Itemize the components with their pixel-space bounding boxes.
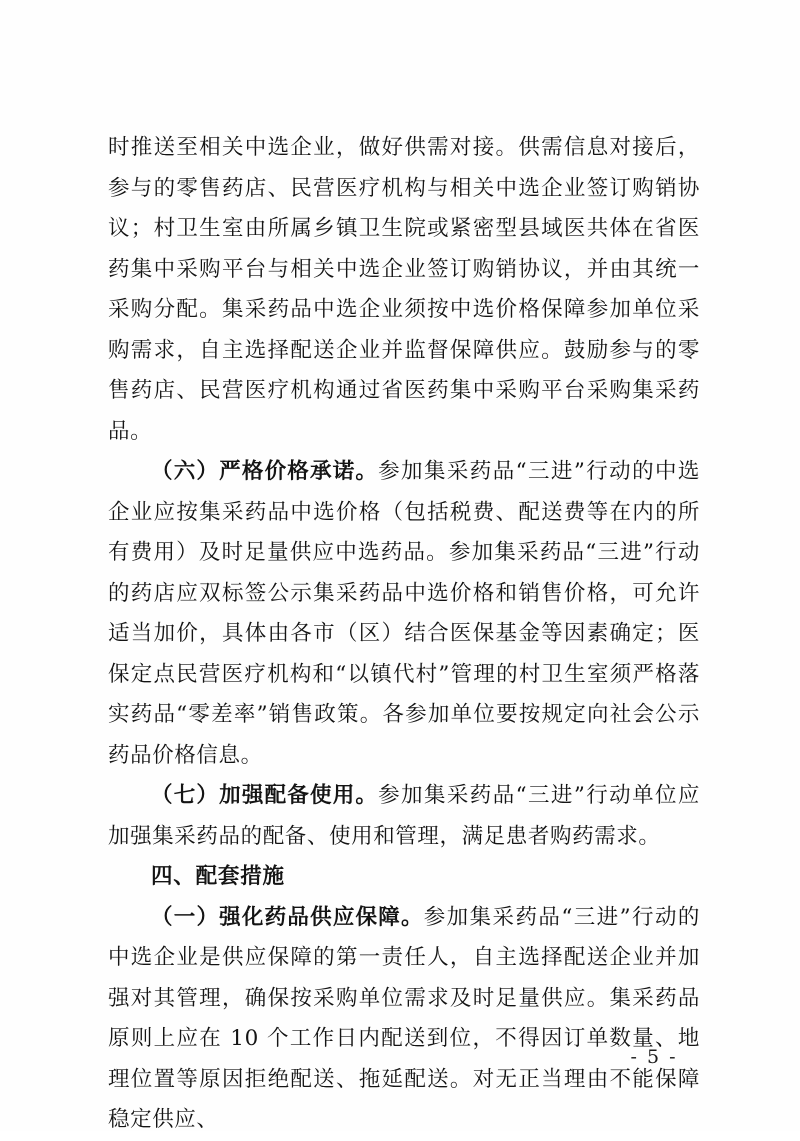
paragraph-text: 参加集采药品“三进”行动单位应加强集采药品的配备、使用和管理，满足患者购药需求。 xyxy=(108,783,700,849)
paragraph-text: 参加集采药品“三进”行动的中选企业应按集采药品中选价格（包括税费、配送费等在内的所有费用）及时足量供应中选药品。参加集采药品“三进”行动的药店应双标签公示集采药品中选价格和销售价格，可允许适当加价，具体由各市（区）结合医保基金等因素确定；医保定点民营医疗机构和“以镇代村”管理的村卫生室须严格落实药品“零差率”销售政策。各参加单位要按规定向社会公示药品价格信息。 xyxy=(108,459,700,768)
paragraph-text: 时推送至相关中选企业，做好供需对接。供需信息对接后，参与的零售药店、民营医疗机构与相关中选企业签订购销协议；村卫生室由所属乡镇卫生院或紧密型县域医共体在省医药集中采购平台与相关中选企业签订购销协议，并由其统一采购分配。集采药品中选企业须按中选价格保障参加单位采购需求，自主选择配送企业并监督保障供应。鼓励参与的零售药店、民营医疗机构通过省医药集中采购平台采购集采药品。 xyxy=(108,135,700,444)
section-heading-four: 四、配套措施 xyxy=(151,864,285,889)
paragraph-text: 参加集采药品“三进”行动的中选企业是供应保障的第一责任人，自主选择配送企业并加强对其管理，确保按采购单位需求及时足量供应。集采药品原则上应在 10 个工作日内配送到位，不得因订单数量、地理位置等原因拒绝配送、拖延配送。对无正当理由不能保障稳定供应、 xyxy=(108,904,700,1132)
page-number xyxy=(0,1046,800,1068)
page-number-text: - 5 - xyxy=(630,1046,678,1068)
paragraph-continuation xyxy=(108,128,700,452)
paragraph-lead-heading: （七）加强配备使用。 xyxy=(151,783,379,808)
paragraph-one-supply-guarantee xyxy=(108,898,700,1141)
document-body xyxy=(108,128,700,1141)
paragraph-seven-strengthen-use xyxy=(108,776,700,857)
paragraph-lead-heading: （一）强化药品供应保障。 xyxy=(151,904,424,930)
paragraph-lead-heading: （六）严格价格承诺。 xyxy=(151,459,379,484)
paragraph-six-price-commitment xyxy=(108,452,700,776)
